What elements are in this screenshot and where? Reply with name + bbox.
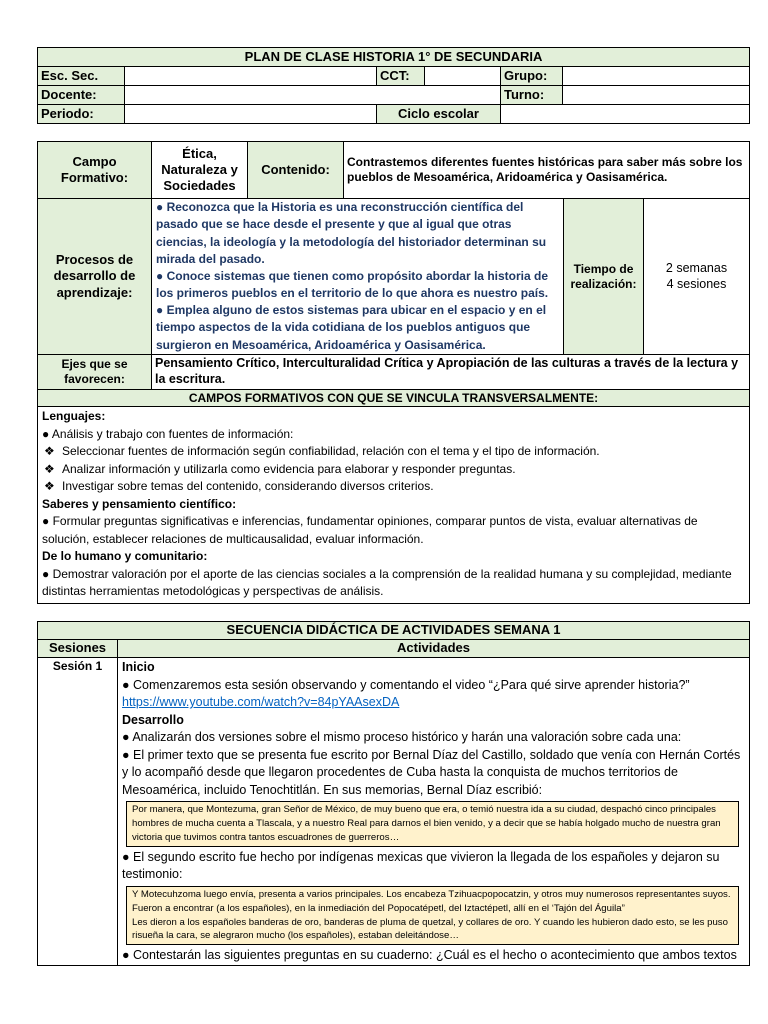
lenguajes-item: ❖ Investigar sobre temas del contenido, considerando diversos criterios.: [42, 478, 745, 496]
desarrollo-title: Desarrollo: [122, 712, 184, 727]
inicio-title: Inicio: [122, 660, 155, 674]
cct-label: CCT:: [377, 67, 425, 86]
proceso-item: ● Emplea alguno de estos sistemas para ubicar en el espacio y en el tiempo aspectos de la vida cotidiana de los pueblos antiguos que surgieron en Mesoamérica, Aridoamérica y Oasisamérica.: [156, 303, 547, 352]
campo-value: Ética, Naturaleza y Sociedades: [152, 142, 248, 199]
ejes-value: Pensamiento Crítico, Interculturalidad Crítica y Apropiación de las culturas a través de la lectura y la escritura.: [152, 355, 750, 390]
campos-content: [38, 407, 750, 604]
contenido-value: Contrastemos diferentes fuentes históricas para saber más sobre los pueblos de Mesoamérica, Aridoamérica y Oasisamérica.: [344, 142, 750, 199]
secuencia-title: SECUENCIA DIDÁCTICA DE ACTIVIDADES SEMANA 1: [38, 622, 750, 640]
procesos-list: [152, 199, 564, 355]
periodo-label: Periodo:: [38, 105, 125, 124]
docente-field[interactable]: [125, 86, 501, 105]
ciclo-field[interactable]: [501, 105, 750, 124]
lenguajes-title: Lenguajes:: [42, 409, 106, 423]
humano-title: De lo humano y comunitario:: [42, 549, 208, 564]
humano-text: ● Demostrar valoración por el aporte de las ciencias sociales a la comprensión de la realidad humana y su complejidad, mediante distintas herramientas metodológicas y perspectivas de análisis.: [42, 566, 732, 599]
secuencia-table: [37, 621, 750, 966]
diamond-bullet-icon: ❖: [44, 461, 55, 476]
ciclo-label: Ciclo escolar: [377, 105, 501, 124]
desarrollo-item: ● El segundo escrito fue hecho por indígenas mexicas que vivieron la llegada de los españoles y dejaron su testimonio:: [122, 849, 720, 882]
turno-field[interactable]: [563, 86, 750, 105]
diamond-bullet-icon: ❖: [44, 479, 55, 494]
proceso-item: ● Reconozca que la Historia es una reconstrucción científica del pasado que se hace desde el presente y que al igual que otras ciencias, la ideología y la metodología del historiador determinan su mirada del pasado.: [156, 200, 547, 266]
quote-mexicas: [126, 886, 739, 946]
lenguajes-item: ❖ Seleccionar fuentes de información según confiabilidad, relación con el tema y el tipo de información.: [42, 443, 745, 461]
tiempo-label: Tiempo de realización:: [564, 199, 644, 355]
header-table: [37, 47, 750, 124]
col-sesiones: Sesiones: [38, 640, 118, 658]
inicio-text: ● Comenzaremos esta sesión observando y comentando el video “¿Para qué sirve aprender historia?”: [122, 677, 690, 692]
desarrollo-item: ● El primer texto que se presenta fue escrito por Bernal Díaz del Castillo, soldado que venía con Hernán Cortés y lo acompañó desde que llegaron procedentes de Cuba hasta la conquista de muchos territorios de Mesoamérica, incluido Tenochtitlán. En sus memorias, Bernal Díaz escribió:: [122, 747, 741, 797]
col-actividades: Actividades: [118, 640, 750, 658]
video-link[interactable]: https://www.youtube.com/watch?v=84pYAAsexDA: [122, 695, 400, 709]
quote-mexicas-p1: Y Motecuhzoma luego envía, presenta a varios principales. Los encabeza Tzihuacpopocatzin, y otros muy numerosos representantes suyos. Fueron a encontrar (a los españoles), en la inmediación del Popocatépetl, del Iztactépetl, allí en el ‘Tajón del Águila”: [132, 888, 731, 914]
grupo-label: Grupo:: [501, 67, 563, 86]
procesos-label: Procesos de desarrollo de aprendizaje:: [38, 199, 152, 355]
actividades-content: [118, 658, 750, 966]
grupo-field[interactable]: [563, 67, 750, 86]
saberes-text: ● Formular preguntas significativas e inferencias, fundamentar opiniones, comparar puntos de vista, evaluar alternativas de solución, establecer relaciones de multicausalidad, evaluar información.: [42, 514, 698, 546]
turno-label: Turno:: [501, 86, 563, 105]
tiempo-semanas: 2 semanas: [665, 260, 728, 275]
lenguajes-item: ❖ Analizar información y utilizarla como evidencia para elaborar y responder preguntas.: [42, 461, 745, 479]
plan-title: PLAN DE CLASE HISTORIA 1° DE SECUNDARIA: [38, 48, 750, 67]
periodo-field[interactable]: [125, 105, 377, 124]
saberes-title: Saberes y pensamiento científico:: [42, 496, 237, 511]
proceso-item: ● Conoce sistemas que tienen como propósito abordar la historia de los primeros pueblos en el territorio de lo que ahora es nuestro país.: [156, 268, 549, 301]
esc-sec-field[interactable]: [125, 67, 377, 86]
contenido-label: Contenido:: [248, 142, 344, 199]
plan-table: [37, 141, 750, 604]
quote-bernal: Por manera, que Montezuma, gran Señor de México, de muy bueno que era, o temió nuestra ida a su ciudad, despachó cinco principales hombres de mucha cuenta a Tlascala, y a nuestro Real para darnos el bien venido, y a decir que se había holgado mucho de nuestra gran victoria que tuvimos contra tantos escuadrones de guerreros…: [126, 801, 739, 847]
desarrollo-item: ● Analizarán dos versiones sobre el mismo proceso histórico y harán una valoración sobre cada una:: [122, 730, 682, 744]
esc-sec-label: Esc. Sec.: [38, 67, 125, 86]
desarrollo-item: ● Contestarán las siguientes preguntas en su cuaderno: ¿Cuál es el hecho o acontecimiento que ambos textos: [122, 948, 737, 963]
tiempo-sesiones: 4 sesiones: [666, 276, 727, 291]
sesion-label: Sesión 1: [38, 658, 118, 966]
diamond-bullet-icon: ❖: [44, 444, 55, 459]
cct-field[interactable]: [425, 67, 501, 86]
docente-label: Docente:: [38, 86, 125, 105]
campo-label: Campo Formativo:: [38, 142, 152, 199]
quote-mexicas-p2: Les dieron a los españoles banderas de oro, banderas de pluma de quetzal, y collares de oro. Y cuando les hubieron dado esto, se les puso risueña la cara, se alegraron mucho (los españoles), estaban deleitándose…: [132, 916, 728, 942]
ejes-label: Ejes que se favorecen:: [38, 355, 152, 390]
lenguajes-bullet: ● Análisis y trabajo con fuentes de información:: [42, 426, 294, 441]
tiempo-value: [644, 199, 750, 355]
campos-header: CAMPOS FORMATIVOS CON QUE SE VINCULA TRANSVERSALMENTE:: [38, 390, 750, 407]
